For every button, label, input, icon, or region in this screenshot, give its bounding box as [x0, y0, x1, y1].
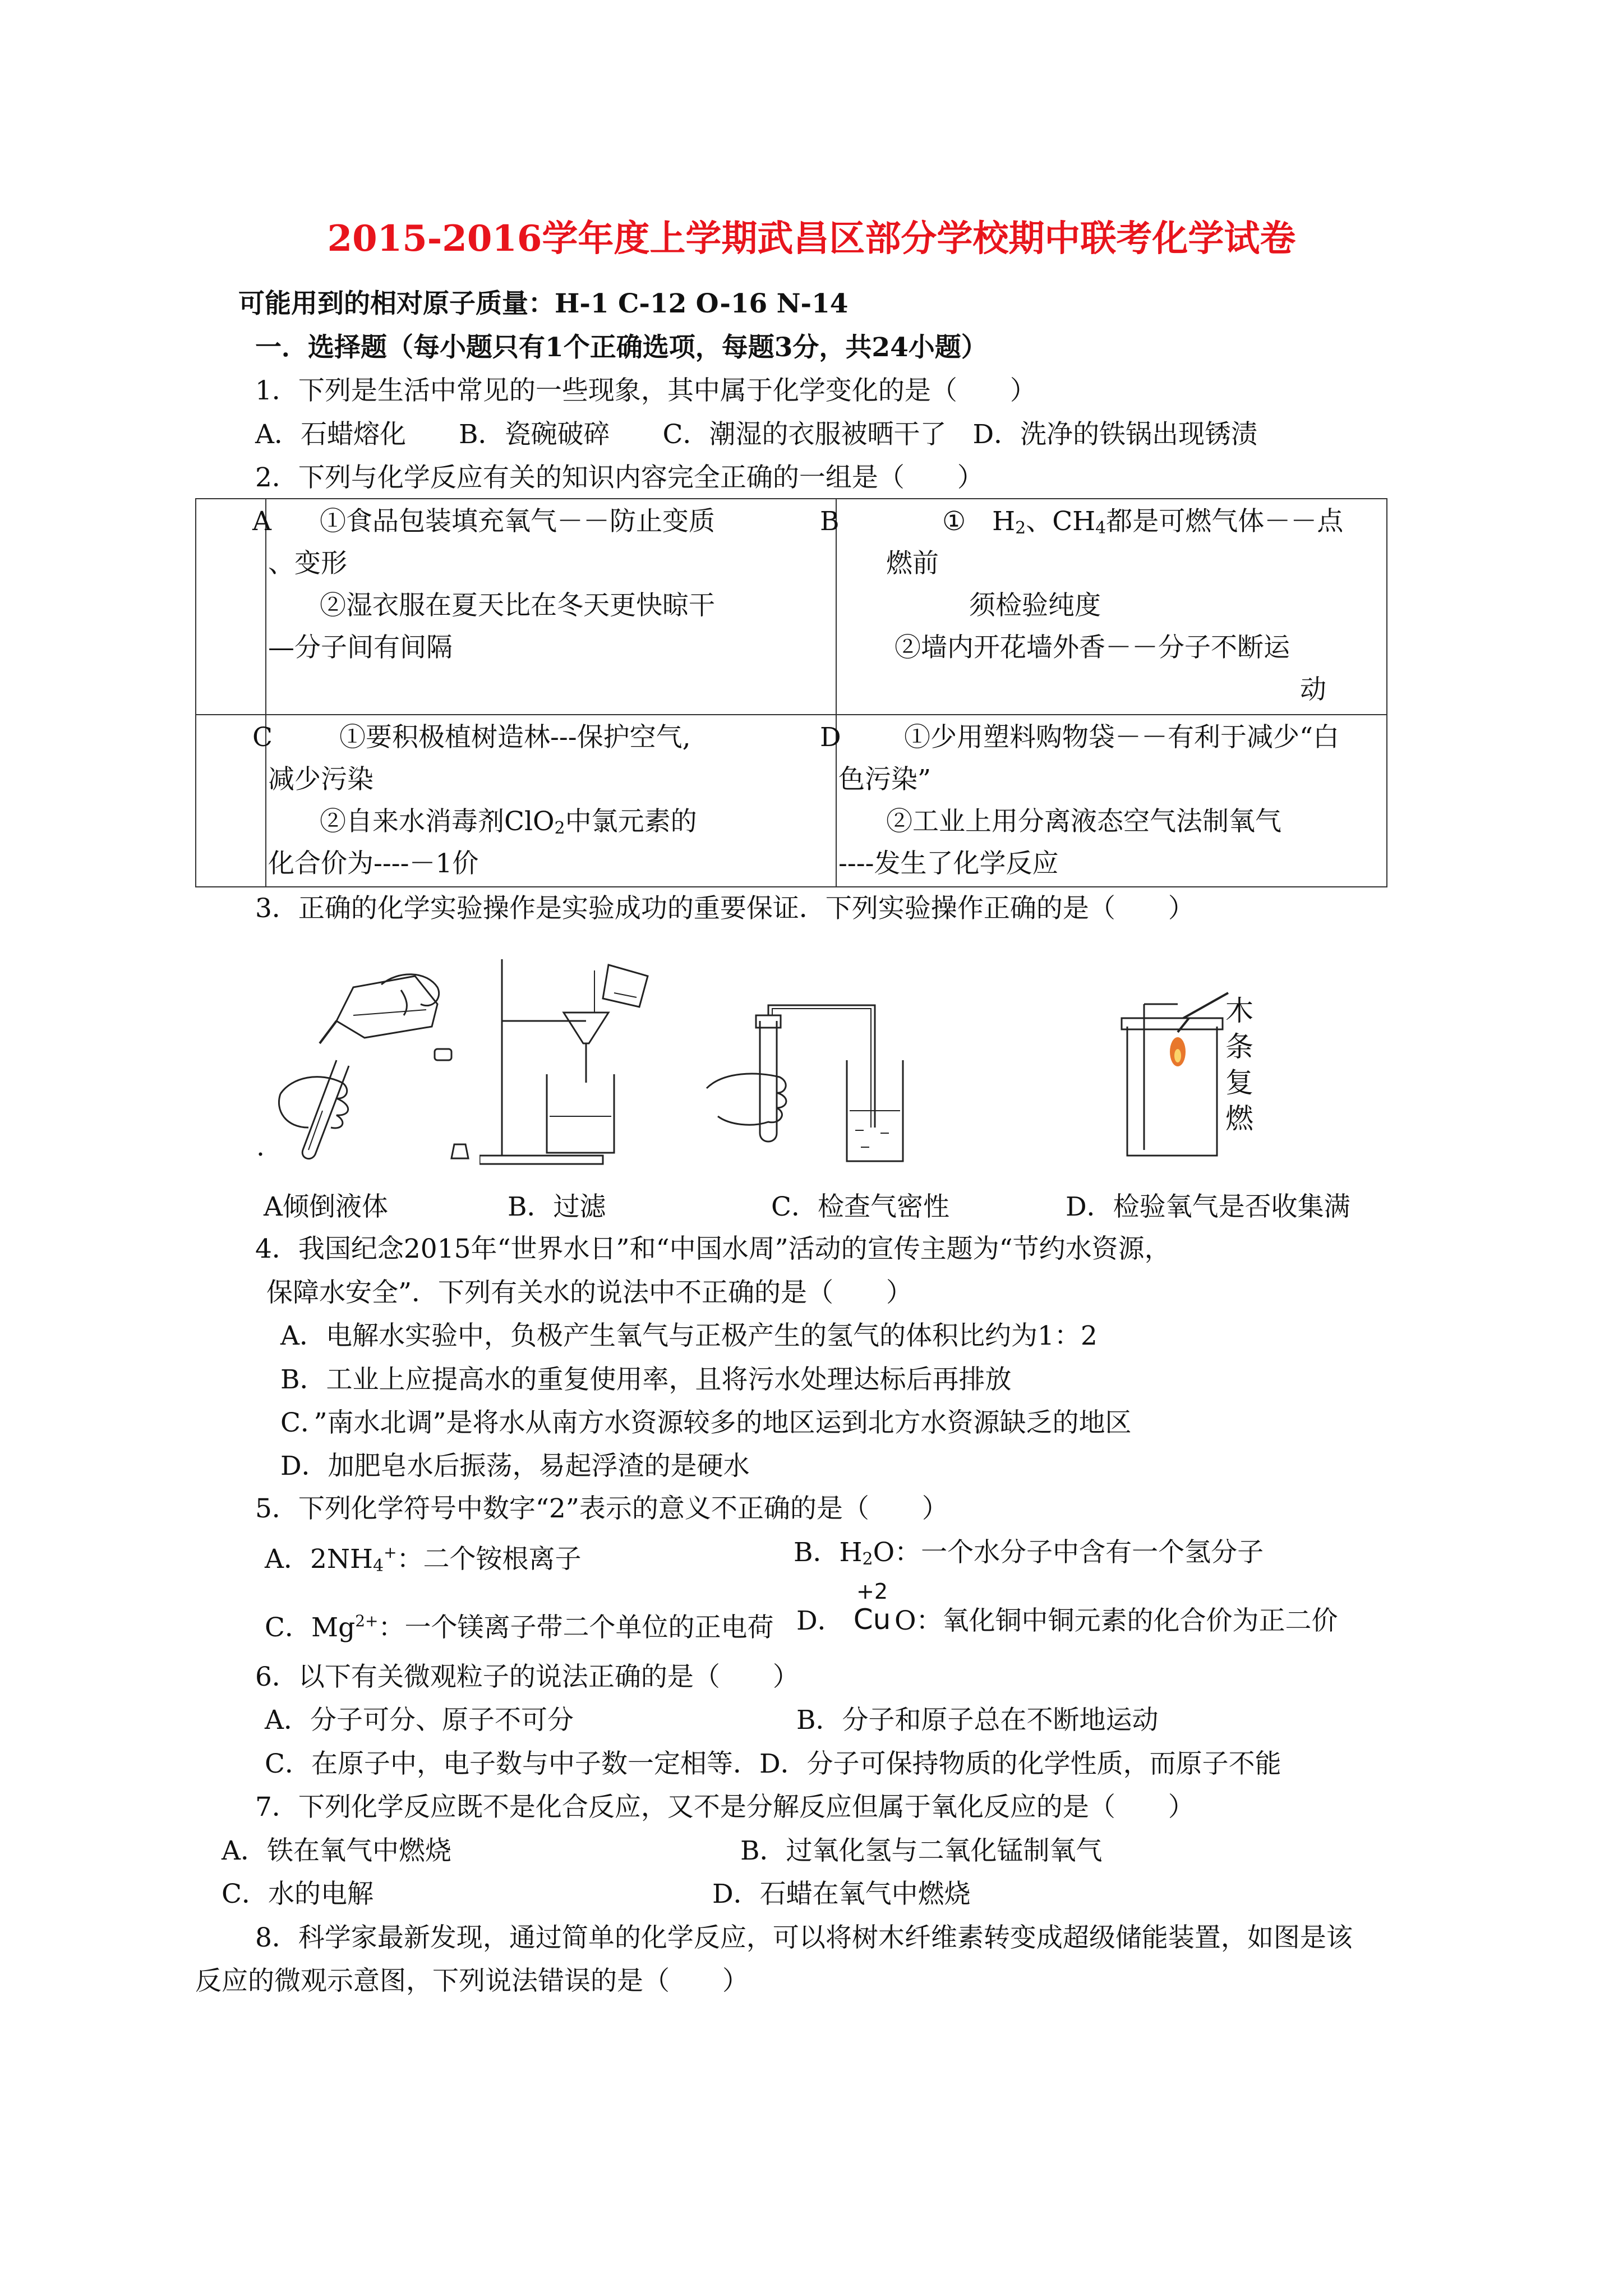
q2-b-line3: 须检验纯度 [969, 590, 1101, 621]
q2-d-letter: D [820, 722, 841, 753]
q2-d-line2: 色污染” [838, 764, 932, 795]
section1-header: 一．选择题（每小题只有1个正确选项，每题3分，共24小题） [255, 332, 988, 363]
oxygen-check-caption: 木 条 复 燃 [1225, 995, 1253, 1135]
q4-stem-2: 保障水安全”．下列有关水的说法中不正确的是（ ） [266, 1277, 913, 1308]
q6-option-a: A．分子可分、原子不可分 [265, 1705, 574, 1736]
q2-d-line3: ②工业上用分离液态空气法制氧气 [886, 806, 1281, 837]
q4-option-b: B．工业上应提高水的重复使用率，且将污水处理达标后再排放 [280, 1364, 1012, 1395]
q7-option-b: B．过氧化氢与二氧化锰制氧气 [740, 1835, 1103, 1866]
q5-option-d-label: D． [796, 1605, 844, 1636]
q1-options: A．石蜡熔化 B．瓷碗破碎 C．潮湿的衣服被晒干了 D．洗净的铁锅出现锈渍 [255, 419, 1258, 450]
q5-option-c: C．$Mg^{2+}$：一个镁离子带二个单位的正电荷 [265, 1612, 774, 1643]
q2-c-line3: ②自来水消毒剂ClO$_2$中氯元素的 [320, 806, 697, 838]
q6-options-cd: C．在原子中，电子数与中子数一定相等．D．分子可保持物质的化学性质，而原子不能 [265, 1749, 1281, 1779]
q4-option-a: A．电解水实验中，负极产生氧气与正极产生的氢气的体积比约为1：2 [280, 1320, 1098, 1351]
q2-b-line2: 燃前 [886, 548, 939, 579]
q2-a-letter: A [252, 506, 271, 537]
q4-stem-1: 4．我国纪念2015年“世界水日”和“中国水周”活动的宣传主题为“节约水资源， [255, 1234, 1171, 1264]
q5-option-b: B．$H_2O$：一个水分子中含有一个氢分子 [794, 1537, 1264, 1569]
pouring-liquid-figure [269, 965, 510, 1167]
q6-option-b: B．分子和原子总在不断地运动 [796, 1705, 1159, 1736]
q2-a-line2: 、变形 [268, 548, 347, 579]
filtration-figure [479, 954, 659, 1167]
q4-option-c: C．”南水北调”是将水从南方水资源较多的地区运到北方水资源缺乏的地区 [280, 1407, 1132, 1438]
q3-stem: 3．正确的化学实验操作是实验成功的重要保证．下列实验操作正确的是（ ） [255, 893, 1195, 924]
q2-a-line1: ①食品包装填充氧气－－防止变质 [320, 506, 715, 537]
q5-option-a: A．$2NH_4^+$：二个铵根离子 [265, 1543, 582, 1576]
q2-b-letter: B [820, 506, 840, 537]
q1-stem: 1．下列是生活中常见的一些现象，其中属于化学变化的是（ ） [255, 375, 1036, 406]
q3-label-d: D．检验氧气是否收集满 [1066, 1191, 1350, 1222]
q2-d-line1: ①少用塑料购物袋－－有利于减少“白 [904, 722, 1340, 753]
page-title: 2015-2016学年度上学期武昌区部分学校期中联考化学试卷 [327, 218, 1296, 260]
q2-b-line4: ②墙内开花墙外香－－分子不断运 [895, 632, 1290, 663]
airtightness-figure [695, 999, 920, 1167]
q7-option-a: A．铁在氧气中燃烧 [222, 1835, 451, 1866]
q4-option-d: D．加肥皂水后振荡，易起浮渣的是硬水 [280, 1451, 750, 1481]
q8-line-2: 反应的微观示意图，下列说法错误的是（ ） [195, 1966, 749, 1996]
q2-b-line5: 动 [1300, 674, 1326, 705]
q3-dot: . [256, 1131, 265, 1162]
q7-stem: 7．下列化学反应既不是化合反应，又不是分解反应但属于氧化反应的是（ ） [255, 1792, 1195, 1823]
q6-stem: 6．以下有关微观粒子的说法正确的是（ ） [255, 1662, 799, 1692]
q2-c-line1: ①要积极植树造林---保护空气, [339, 722, 691, 753]
q2-d-line4: ----发生了化学反应 [838, 848, 1059, 879]
q2-c-line4: 化合价为----－1价 [268, 848, 479, 879]
q3-label-b: B．过滤 [508, 1191, 606, 1222]
q5-option-d-text: O：氧化铜中铜元素的化合价为正二价 [895, 1605, 1338, 1636]
q7-option-d: D．石蜡在氧气中燃烧 [712, 1879, 971, 1910]
q3-label-c: C．检查气密性 [771, 1191, 949, 1222]
q2-c-line2: 减少污染 [268, 764, 374, 795]
q2-b-line1: ① $H_2$、$CH_4$都是可燃气体－－点 [942, 506, 1344, 538]
q8-line-1: 8．科学家最新发现，通过简单的化学反应，可以将树木纤维素转变成超级储能装置，如图是该 [255, 1922, 1353, 1953]
q5-valence-symbol: +2 Cu [853, 1579, 891, 1636]
q7-option-c: C．水的电解 [222, 1879, 374, 1910]
q2-a-line3: ②湿衣服在夏天比在冬天更快晾干 [320, 590, 715, 621]
q2-c-letter: C [252, 722, 273, 753]
atomic-masses: 可能用到的相对原子质量：H-1 C-12 O-16 N-14 [238, 288, 849, 319]
q2-stem: 2．下列与化学反应有关的知识内容完全正确的一组是（ ） [255, 462, 984, 493]
q3-label-a: A倾倒液体 [264, 1191, 388, 1222]
q2-a-line4: —分子间有间隔 [268, 632, 453, 663]
q5-stem: 5．下列化学符号中数字“2”表示的意义不正确的是（ ） [255, 1493, 948, 1524]
